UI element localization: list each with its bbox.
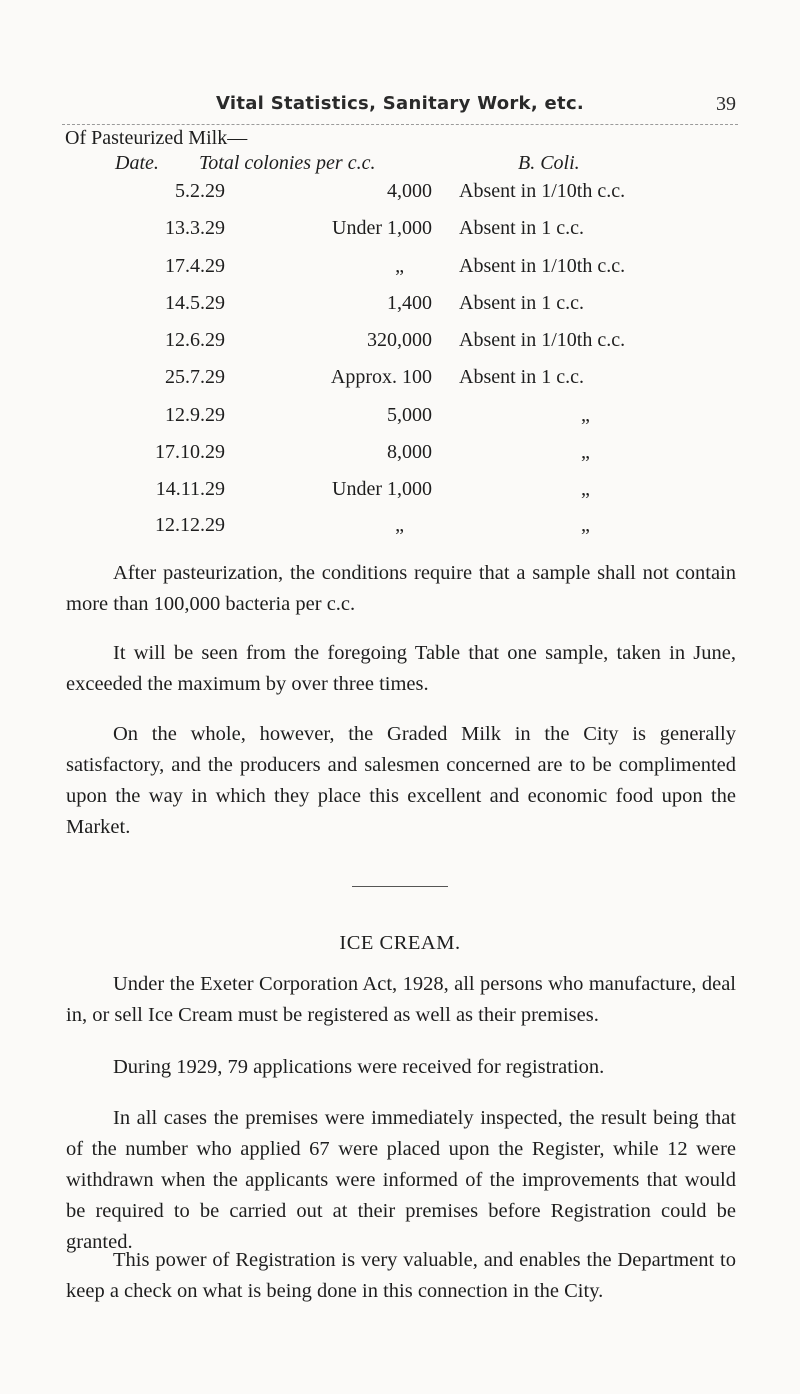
paragraph-inspection-results: In all cases the premises were immediately inspected, the result being that of the number who applied 67 were placed upon the Register, while 12 were withdrawn when the applicants were informed of the improvements that would be required to be carried out at their premises before Registration could be granted. (66, 1107, 736, 1253)
cell-date: 12.12.29 (155, 514, 225, 536)
cell-bcoli: Absent in 1 c.c. (459, 217, 584, 239)
cell-bcoli: Absent in 1 c.c. (459, 366, 584, 388)
paragraph-applications-received: During 1929, 79 applications were received for registration. (113, 1056, 605, 1078)
cell-bcoli: Absent in 1/10th c.c. (459, 255, 626, 277)
cell-colonies: Under 1,000 (332, 217, 432, 239)
paragraph-graded-milk-summary: On the whole, however, the Graded Milk in the City is generally satisfactory, and the producers and salesmen concerned are to be complimented upon the way in which they place this excellent and economic food upon the Market. (66, 723, 736, 838)
table-row (0, 255, 800, 283)
cell-date: 12.9.29 (165, 404, 225, 426)
cell-date: 12.6.29 (165, 329, 225, 351)
cell-colonies: 5,000 (387, 404, 432, 426)
running-head (0, 93, 800, 123)
header-rule (62, 124, 738, 125)
page-number: 39 (716, 93, 736, 115)
cell-colonies: 8,000 (387, 441, 432, 463)
paragraph-pasteurization-standard: After pasteurization, the conditions require that a sample shall not contain more than 100,000 bacteria per c.c. (66, 562, 736, 615)
table-row (0, 404, 800, 432)
paragraph-registration-value: This power of Registration is very valuable, and enables the Department to keep a check on what is being done in this connection in the City. (66, 1249, 736, 1302)
cell-bcoli: Absent in 1/10th c.c. (459, 329, 626, 351)
column-header-date: Date. (115, 152, 159, 174)
cell-bcoli: „ (581, 441, 590, 463)
section-title-ice-cream: ICE CREAM. (339, 932, 461, 954)
cell-colonies: „ (395, 514, 404, 536)
cell-date: 5.2.29 (175, 180, 225, 202)
cell-bcoli: „ (581, 514, 590, 536)
cell-colonies: Approx. 100 (330, 366, 432, 388)
cell-date: 14.5.29 (165, 292, 225, 314)
table-row (0, 292, 800, 320)
table-header (0, 152, 800, 178)
cell-colonies: 1,400 (387, 292, 432, 314)
table-caption: Of Pasteurized Milk— (65, 127, 248, 149)
cell-date: 17.4.29 (165, 255, 225, 277)
column-header-bcoli: B. Coli. (518, 152, 580, 174)
cell-colonies: „ (395, 255, 404, 277)
cell-bcoli: „ (581, 478, 590, 500)
cell-colonies: 4,000 (387, 180, 432, 202)
table-row (0, 478, 800, 506)
running-head-title: Vital Statistics, Sanitary Work, etc. (215, 93, 585, 114)
cell-bcoli: Absent in 1 c.c. (459, 292, 584, 314)
table-row (0, 180, 800, 208)
table-row (0, 441, 800, 469)
paragraph-registration-act: Under the Exeter Corporation Act, 1928, all persons who manufacture, deal in, or sell Ice Cream must be registered as well as their premises. (66, 973, 736, 1026)
cell-date: 17.10.29 (155, 441, 225, 463)
cell-date: 14.11.29 (155, 478, 225, 500)
paragraph-june-sample: It will be seen from the foregoing Table that one sample, taken in June, exceeded the maximum by over three times. (66, 642, 736, 695)
cell-date: 25.7.29 (165, 366, 225, 388)
section-divider (352, 886, 448, 887)
cell-bcoli: Absent in 1/10th c.c. (459, 180, 626, 202)
cell-date: 13.3.29 (165, 217, 225, 239)
cell-colonies: 320,000 (367, 329, 432, 351)
table-row (0, 217, 800, 245)
table-row (0, 514, 800, 542)
cell-bcoli: „ (581, 404, 590, 426)
table-row (0, 329, 800, 357)
column-header-colonies: Total colonies per c.c. (199, 152, 376, 174)
table-row (0, 366, 800, 394)
cell-colonies: Under 1,000 (332, 478, 432, 500)
